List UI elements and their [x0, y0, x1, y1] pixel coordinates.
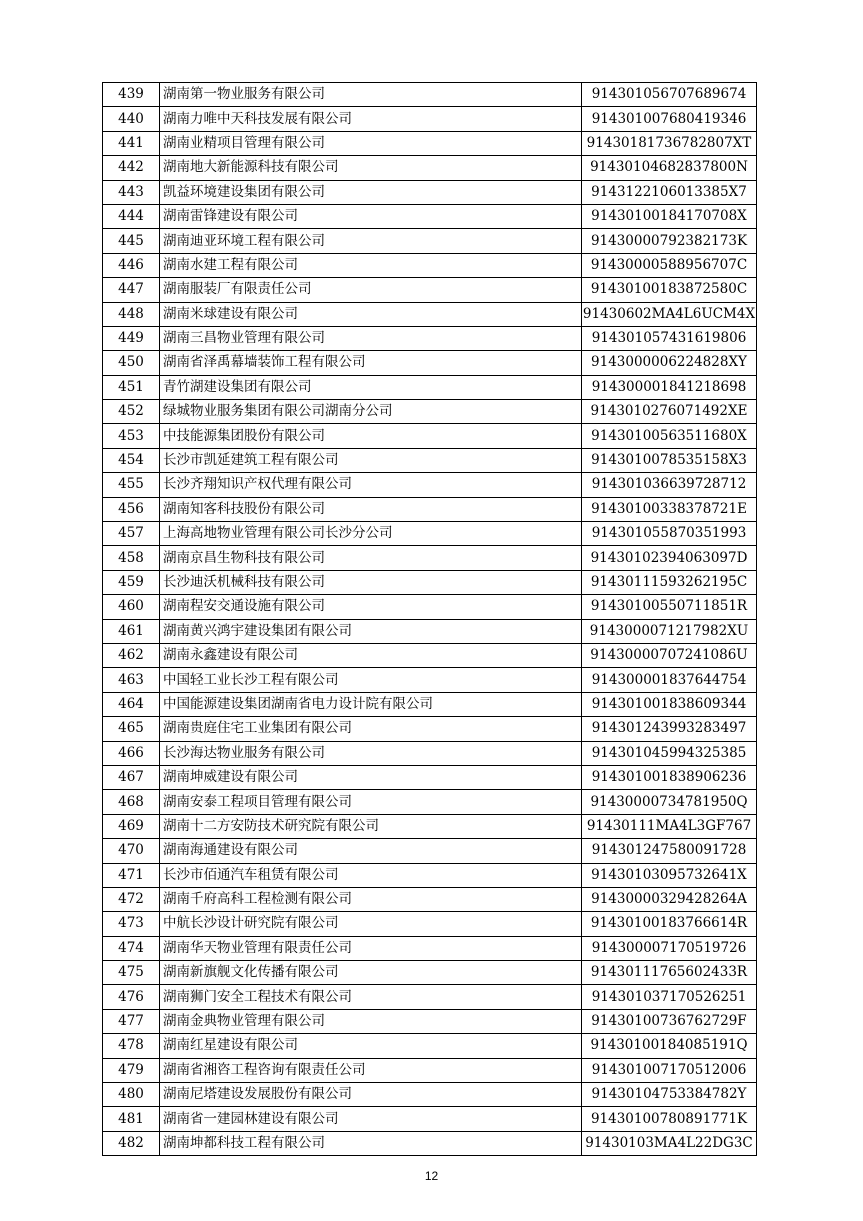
table-row [103, 814, 757, 838]
row-number-cell: 464 [103, 692, 160, 716]
credit-code-cell: 914301247580091728 [582, 839, 757, 863]
company-name-cell: 湖南海通建设有限公司 [160, 839, 582, 863]
company-name-cell: 湖南狮门安全工程技术有限公司 [160, 985, 582, 1009]
row-number-cell: 453 [103, 424, 160, 448]
company-name-cell: 湖南迪亚环境工程有限公司 [160, 229, 582, 253]
company-name-cell: 上海高地物业管理有限公司长沙分公司 [160, 522, 582, 546]
company-name-cell: 湖南业精项目管理有限公司 [160, 131, 582, 155]
company-name-cell: 长沙市凯延建筑工程有限公司 [160, 448, 582, 472]
credit-code-cell: 91430000792382173K [582, 229, 757, 253]
table-row [103, 278, 757, 302]
row-number-cell: 458 [103, 546, 160, 570]
company-name-cell: 湖南力唯中天科技发展有限公司 [160, 107, 582, 131]
company-name-cell: 湖南第一物业服务有限公司 [160, 83, 582, 107]
table-row [103, 668, 757, 692]
row-number-cell: 466 [103, 741, 160, 765]
row-number-cell: 480 [103, 1083, 160, 1107]
table-row [103, 961, 757, 985]
table-row [103, 839, 757, 863]
company-name-cell: 湖南金典物业管理有限公司 [160, 1009, 582, 1033]
table-row [103, 546, 757, 570]
row-number-cell: 463 [103, 668, 160, 692]
row-number-cell: 442 [103, 156, 160, 180]
table-row [103, 912, 757, 936]
page-number: 12 [424, 1169, 439, 1183]
table-row [103, 107, 757, 131]
credit-code-cell: 91430103MA4L22DG3C [582, 1131, 757, 1155]
row-number-cell: 471 [103, 863, 160, 887]
table-row [103, 83, 757, 107]
row-number-cell: 465 [103, 717, 160, 741]
company-name-cell: 湖南知客科技股份有限公司 [160, 497, 582, 521]
credit-code-cell: 914300007170519726 [582, 936, 757, 960]
table-row [103, 887, 757, 911]
credit-code-cell: 9143000071217982XU [582, 619, 757, 643]
row-number-cell: 454 [103, 448, 160, 472]
credit-code-cell: 914301007680419346 [582, 107, 757, 131]
credit-code-cell: 914301001838609344 [582, 692, 757, 716]
row-number-cell: 462 [103, 643, 160, 667]
row-number-cell: 448 [103, 302, 160, 326]
table-row [103, 351, 757, 375]
table-row [103, 790, 757, 814]
company-name-cell: 湖南水建工程有限公司 [160, 253, 582, 277]
table-row [103, 1009, 757, 1033]
table-row [103, 1058, 757, 1082]
row-number-cell: 449 [103, 326, 160, 350]
company-name-cell: 湖南新旗舰文化传播有限公司 [160, 961, 582, 985]
company-name-cell: 湖南安泰工程项目管理有限公司 [160, 790, 582, 814]
credit-code-cell: 91430602MA4L6UCM4X [582, 302, 757, 326]
table-row [103, 741, 757, 765]
company-name-cell: 湖南尼塔建设发展股份有限公司 [160, 1083, 582, 1107]
row-number-cell: 481 [103, 1107, 160, 1131]
credit-code-cell: 91430100736762729F [582, 1009, 757, 1033]
credit-code-cell: 9143010276071492XE [582, 400, 757, 424]
row-number-cell: 460 [103, 595, 160, 619]
company-name-cell: 湖南三昌物业管理有限公司 [160, 326, 582, 350]
company-name-cell: 湖南永鑫建设有限公司 [160, 643, 582, 667]
table-row [103, 570, 757, 594]
credit-code-cell: 914301037170526251 [582, 985, 757, 1009]
table-row [103, 863, 757, 887]
row-number-cell: 477 [103, 1009, 160, 1033]
credit-code-cell: 91430100550711851R [582, 595, 757, 619]
credit-code-cell: 91430000588956707C [582, 253, 757, 277]
row-number-cell: 461 [103, 619, 160, 643]
row-number-cell: 467 [103, 765, 160, 789]
company-name-cell: 湖南省泽禹幕墙装饰工程有限公司 [160, 351, 582, 375]
company-name-cell: 凯益环境建设集团有限公司 [160, 180, 582, 204]
table-row [103, 375, 757, 399]
row-number-cell: 440 [103, 107, 160, 131]
credit-code-cell: 91430000707241086U [582, 643, 757, 667]
table-row [103, 1034, 757, 1058]
row-number-cell: 469 [103, 814, 160, 838]
company-name-cell: 湖南贵庭住宅工业集团有限公司 [160, 717, 582, 741]
row-number-cell: 446 [103, 253, 160, 277]
company-name-cell: 湖南坤威建设有限公司 [160, 765, 582, 789]
row-number-cell: 478 [103, 1034, 160, 1058]
table-row [103, 522, 757, 546]
credit-code-cell: 91430111MA4L3GF767 [582, 814, 757, 838]
company-name-cell: 湖南京昌生物科技有限公司 [160, 546, 582, 570]
company-name-cell: 湖南坤都科技工程有限公司 [160, 1131, 582, 1155]
credit-code-cell: 91430100183766614R [582, 912, 757, 936]
row-number-cell: 443 [103, 180, 160, 204]
credit-code-cell: 91430100184085191Q [582, 1034, 757, 1058]
company-name-cell: 中国轻工业长沙工程有限公司 [160, 668, 582, 692]
credit-code-cell: 914301057431619806 [582, 326, 757, 350]
table-row [103, 692, 757, 716]
company-name-cell: 长沙海达物业服务有限公司 [160, 741, 582, 765]
credit-code-cell: 91430102394063097D [582, 546, 757, 570]
company-name-cell: 湖南黄兴鸿宇建设集团有限公司 [160, 619, 582, 643]
table-row [103, 180, 757, 204]
row-number-cell: 456 [103, 497, 160, 521]
table-row [103, 765, 757, 789]
credit-code-cell: 91430104753384782Y [582, 1083, 757, 1107]
credit-code-cell: 91430000734781950Q [582, 790, 757, 814]
table-row [103, 643, 757, 667]
company-name-cell: 湖南千府高科工程检测有限公司 [160, 887, 582, 911]
company-name-cell: 中技能源集团股份有限公司 [160, 424, 582, 448]
table-row [103, 326, 757, 350]
credit-code-cell: 9143010078535158X3 [582, 448, 757, 472]
row-number-cell: 476 [103, 985, 160, 1009]
row-number-cell: 445 [103, 229, 160, 253]
company-name-cell: 湖南十二方安防技术研究院有限公司 [160, 814, 582, 838]
credit-code-cell: 914301007170512006 [582, 1058, 757, 1082]
credit-code-cell: 91430104682837800N [582, 156, 757, 180]
table-row [103, 1107, 757, 1131]
company-name-cell: 湖南地大新能源科技有限公司 [160, 156, 582, 180]
company-name-cell: 湖南程安交通设施有限公司 [160, 595, 582, 619]
table-row [103, 131, 757, 155]
credit-code-cell: 91430181736782807XT [582, 131, 757, 155]
credit-code-cell: 914301055870351993 [582, 522, 757, 546]
row-number-cell: 439 [103, 83, 160, 107]
credit-code-cell: 91430100183872580C [582, 278, 757, 302]
row-number-cell: 447 [103, 278, 160, 302]
table-row [103, 400, 757, 424]
credit-code-cell: 91430100780891771K [582, 1107, 757, 1131]
row-number-cell: 470 [103, 839, 160, 863]
company-name-cell: 长沙齐翔知识产权代理有限公司 [160, 473, 582, 497]
credit-code-cell: 914300001841218698 [582, 375, 757, 399]
company-name-cell: 青竹湖建设集团有限公司 [160, 375, 582, 399]
row-number-cell: 459 [103, 570, 160, 594]
row-number-cell: 474 [103, 936, 160, 960]
company-name-cell: 湖南米球建设有限公司 [160, 302, 582, 326]
company-name-cell: 长沙市佰通汽车租赁有限公司 [160, 863, 582, 887]
table-row [103, 717, 757, 741]
credit-code-cell: 91430100184170708X [582, 204, 757, 228]
row-number-cell: 457 [103, 522, 160, 546]
credit-code-cell: 91430100338378721E [582, 497, 757, 521]
credit-code-cell: 9143000006224828XY [582, 351, 757, 375]
company-registry-table [102, 82, 757, 1156]
credit-code-cell: 91430111593262195C [582, 570, 757, 594]
table-row [103, 424, 757, 448]
credit-code-cell: 91430111765602433R [582, 961, 757, 985]
row-number-cell: 451 [103, 375, 160, 399]
row-number-cell: 444 [103, 204, 160, 228]
table-row [103, 595, 757, 619]
table-row [103, 204, 757, 228]
credit-code-cell: 914300001837644754 [582, 668, 757, 692]
credit-code-cell: 91430100563511680X [582, 424, 757, 448]
company-name-cell: 湖南省湘咨工程咨询有限责任公司 [160, 1058, 582, 1082]
row-number-cell: 441 [103, 131, 160, 155]
company-name-cell: 湖南雷锋建设有限公司 [160, 204, 582, 228]
credit-code-cell: 914301056707689674 [582, 83, 757, 107]
row-number-cell: 468 [103, 790, 160, 814]
company-name-cell: 中国能源建设集团湖南省电力设计院有限公司 [160, 692, 582, 716]
company-name-cell: 中航长沙设计研究院有限公司 [160, 912, 582, 936]
company-name-cell: 湖南华天物业管理有限责任公司 [160, 936, 582, 960]
row-number-cell: 452 [103, 400, 160, 424]
row-number-cell: 475 [103, 961, 160, 985]
company-name-cell: 湖南服装厂有限责任公司 [160, 278, 582, 302]
credit-code-cell: 914301001838906236 [582, 765, 757, 789]
row-number-cell: 482 [103, 1131, 160, 1155]
credit-code-cell: 91430103095732641X [582, 863, 757, 887]
table-row [103, 1131, 757, 1155]
row-number-cell: 479 [103, 1058, 160, 1082]
credit-code-cell: 91430000329428264A [582, 887, 757, 911]
credit-code-cell: 914301243993283497 [582, 717, 757, 741]
company-name-cell: 绿城物业服务集团有限公司湖南分公司 [160, 400, 582, 424]
row-number-cell: 450 [103, 351, 160, 375]
table-row [103, 156, 757, 180]
company-name-cell: 湖南红星建设有限公司 [160, 1034, 582, 1058]
company-name-cell: 长沙迪沃机械科技有限公司 [160, 570, 582, 594]
row-number-cell: 472 [103, 887, 160, 911]
table-row [103, 985, 757, 1009]
table-row [103, 936, 757, 960]
company-name-cell: 湖南省一建园林建设有限公司 [160, 1107, 582, 1131]
table-row [103, 1083, 757, 1107]
row-number-cell: 455 [103, 473, 160, 497]
row-number-cell: 473 [103, 912, 160, 936]
table-row [103, 619, 757, 643]
credit-code-cell: 914301036639728712 [582, 473, 757, 497]
table-row [103, 229, 757, 253]
table-row [103, 302, 757, 326]
table-row [103, 253, 757, 277]
table-row [103, 448, 757, 472]
credit-code-cell: 9143122106013385X7 [582, 180, 757, 204]
credit-code-cell: 914301045994325385 [582, 741, 757, 765]
table-row [103, 497, 757, 521]
table-row [103, 473, 757, 497]
